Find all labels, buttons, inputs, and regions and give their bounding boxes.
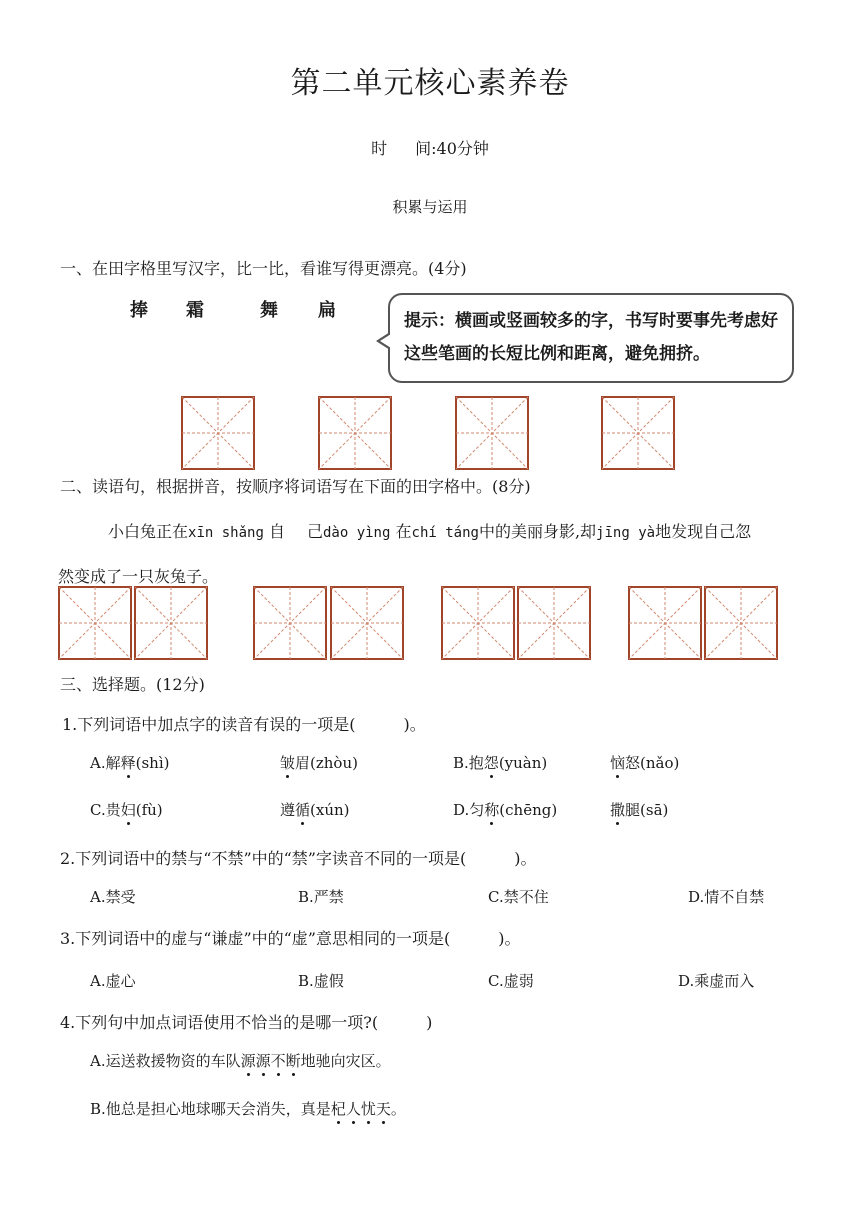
q2-sentence-line2: 然变成了一只灰兔子。 [58, 567, 219, 586]
q3-item-1-option-b1: B.抱怨(yuàn) [453, 754, 548, 772]
tianzige-box[interactable] [181, 396, 255, 470]
question-1: 一、在田字格里写汉字，比一比，看谁写得更漂亮。(4分) [60, 259, 467, 278]
q3-item-1-option-b2: 恼怒(nǎo) [610, 754, 680, 772]
tianzige-box[interactable] [704, 586, 778, 660]
q2-sentence-line1: 小白兔正在xīn shǎng 自 己dào yìng 在chí táng中的美丽身影,却jīng yà地发现自己忽 [108, 522, 752, 541]
q3-item-3-option-d: D.乘虚而入 [678, 972, 755, 990]
tianzige-box[interactable] [628, 586, 702, 660]
q1-char-4: 扁 [318, 300, 338, 321]
q3-item-2-option-c: C.禁不住 [488, 888, 549, 906]
tianzige-box[interactable] [330, 586, 404, 660]
time-limit: 时 间:40分钟 [371, 139, 489, 158]
pinyin-1: xīn shǎng [188, 525, 264, 541]
pinyin-3: chí táng [411, 525, 479, 541]
q3-item-2-option-a: A.禁受 [90, 888, 136, 906]
question-2: 二、读语句，根据拼音，按顺序将词语写在下面的田字格中。(8分) [60, 477, 531, 496]
q3-item-4-stem: 4.下列句中加点词语使用不恰当的是哪一项?( ) [60, 1013, 433, 1032]
q1-char-2: 霜 [186, 300, 206, 321]
page-title: 第二单元核心素养卷 [290, 66, 570, 101]
tip-bubble: 提示：横画或竖画较多的字，书写时要事先考虑好这些笔画的长短比例和距离，避免拥挤。 [388, 293, 794, 383]
q3-item-3-option-c: C.虚弱 [488, 972, 534, 990]
q3-item-1-option-c1: C.贵妇(fù) [90, 801, 163, 819]
question-3: 三、选择题。(12分) [60, 675, 205, 694]
q3-item-3-option-b: B.虚假 [298, 972, 344, 990]
q3-item-1-option-d1: D.匀称(chēng) [453, 801, 558, 819]
q1-char-1: 捧 [130, 300, 150, 321]
q3-item-1-option-c2: 遵循(xún) [280, 801, 350, 819]
tianzige-box[interactable] [517, 586, 591, 660]
q3-item-2-stem: 2.下列词语中的禁与“不禁”中的“禁”字读音不同的一项是( )。 [60, 849, 537, 868]
q3-item-2-option-b: B.严禁 [298, 888, 344, 906]
tianzige-box[interactable] [134, 586, 208, 660]
q3-item-1-stem: 1.下列词语中加点字的读音有误的一项是( )。 [62, 715, 426, 734]
tianzige-box[interactable] [58, 586, 132, 660]
q3-item-3-stem: 3.下列词语中的虚与“谦虚”中的“虚”意思相同的一项是( )。 [60, 929, 521, 948]
tianzige-box[interactable] [601, 396, 675, 470]
tianzige-box[interactable] [441, 586, 515, 660]
tianzige-box[interactable] [318, 396, 392, 470]
q3-item-1-option-a1: A.解释(shì) [90, 754, 170, 772]
section-heading: 积累与运用 [392, 198, 468, 216]
tip-bubble-tail-inner [380, 334, 391, 348]
q3-item-4-option-b: B.他总是担心地球哪天会消失，真是杞人忧天。 [90, 1100, 406, 1118]
tianzige-box[interactable] [455, 396, 529, 470]
tianzige-box[interactable] [253, 586, 327, 660]
pinyin-2: dào yìng [322, 525, 391, 541]
pinyin-4: jīng yà [596, 525, 656, 541]
q3-item-1-option-d2: 撒腿(sā) [610, 801, 669, 819]
q1-char-3: 舞 [260, 300, 280, 321]
q3-item-3-option-a: A.虚心 [90, 972, 136, 990]
q3-item-2-option-d: D.情不自禁 [688, 888, 765, 906]
q3-item-4-option-a: A.运送救援物资的车队源源不断地驰向灾区。 [90, 1052, 391, 1070]
q3-item-1-option-a2: 皱眉(zhòu) [280, 754, 358, 772]
